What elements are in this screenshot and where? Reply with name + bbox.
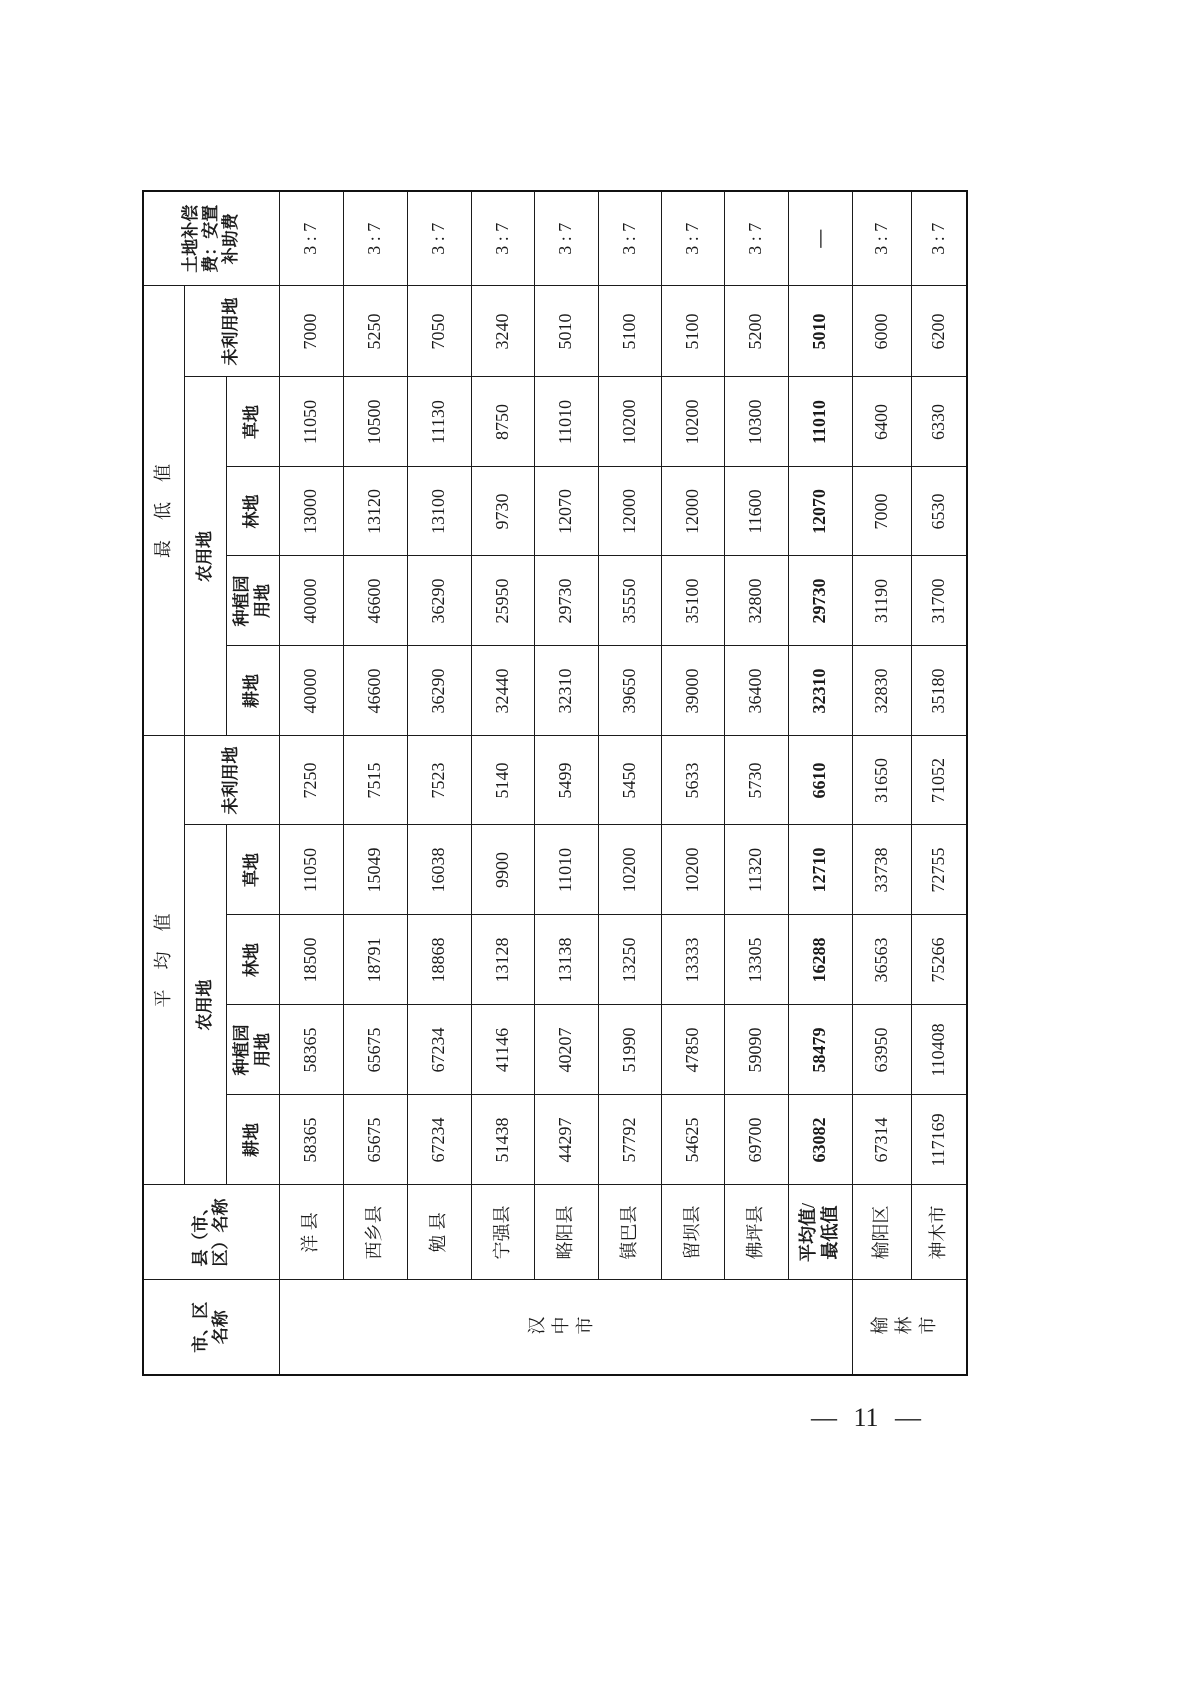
- avg-unused-value: 5730: [724, 736, 788, 825]
- avg-grassland-value: 10200: [598, 825, 661, 915]
- avg-grassland-value: 11050: [279, 825, 343, 915]
- table-row: [661, 191, 724, 1375]
- county-name: 神木市: [911, 1185, 967, 1280]
- compensation-ratio: 3 : 7: [598, 191, 661, 286]
- min-plantation-value: 31700: [911, 556, 967, 646]
- avg-unused-value: 71052: [911, 736, 967, 825]
- min-unused-value: 6000: [852, 286, 911, 377]
- min-unused-value: 5010: [788, 286, 852, 377]
- avg-unused-value: 31650: [852, 736, 911, 825]
- avg-forest-value: 13305: [724, 915, 788, 1005]
- min-plantation-value: 40000: [279, 556, 343, 646]
- avg-plantation-value: 110408: [911, 1005, 967, 1095]
- avg-plantation-value: 67234: [407, 1005, 471, 1095]
- county-name: 留坝县: [661, 1185, 724, 1280]
- table-row: [911, 191, 967, 1375]
- min-plantation-value: 35100: [661, 556, 724, 646]
- avg-unused-value: 7250: [279, 736, 343, 825]
- table-row: [852, 191, 911, 1375]
- land-compensation-table: [142, 190, 968, 1376]
- min-forest-value: 13120: [343, 467, 407, 556]
- min-cultivated-value: 46600: [343, 646, 407, 736]
- min-unused-value: 5100: [661, 286, 724, 377]
- min-grassland-value: 10200: [661, 377, 724, 467]
- compensation-ratio: 3 : 7: [661, 191, 724, 286]
- min-plantation-value: 31190: [852, 556, 911, 646]
- avg-forest-value: 13138: [534, 915, 598, 1005]
- min-grassland-value: 6330: [911, 377, 967, 467]
- min-grassland-value: 11010: [788, 377, 852, 467]
- table-row: [279, 191, 343, 1375]
- avg-forest-value: 13128: [471, 915, 534, 1005]
- summary-label: 平均值/ 最低值: [788, 1185, 852, 1280]
- min-cultivated-value: 35180: [911, 646, 967, 736]
- min-unused-value: 7000: [279, 286, 343, 377]
- avg-plantation-value: 59090: [724, 1005, 788, 1095]
- compensation-ratio: 3 : 7: [471, 191, 534, 286]
- min-cultivated-value: 32440: [471, 646, 534, 736]
- min-forest-value: 12000: [598, 467, 661, 556]
- min-cultivated-value: 40000: [279, 646, 343, 736]
- avg-cultivated-header: 耕地: [226, 1095, 279, 1185]
- compensation-ratio: 3 : 7: [724, 191, 788, 286]
- avg-grassland-value: 72755: [911, 825, 967, 915]
- minimum-header: 最低值: [143, 286, 184, 736]
- min-forest-value: 6530: [911, 467, 967, 556]
- avg-cultivated-value: 67314: [852, 1095, 911, 1185]
- min-forest-value: 7000: [852, 467, 911, 556]
- min-cultivated-header: 耕地: [226, 646, 279, 736]
- avg-unused-value: 5450: [598, 736, 661, 825]
- compensation-ratio: 3 : 7: [279, 191, 343, 286]
- avg-plantation-value: 58365: [279, 1005, 343, 1095]
- avg-cultivated-value: 54625: [661, 1095, 724, 1185]
- avg-grassland-header: 草地: [226, 825, 279, 915]
- avg-plantation-value: 63950: [852, 1005, 911, 1095]
- avg-cultivated-value: 117169: [911, 1095, 967, 1185]
- table-row: [471, 191, 534, 1375]
- min-grassland-header: 草地: [226, 377, 279, 467]
- county-name: 佛坪县: [724, 1185, 788, 1280]
- min-plantation-value: 29730: [534, 556, 598, 646]
- min-grassland-value: 11130: [407, 377, 471, 467]
- avg-cultivated-value: 69700: [724, 1095, 788, 1185]
- avg-forest-value: 13333: [661, 915, 724, 1005]
- min-unused-value: 5010: [534, 286, 598, 377]
- compensation-ratio: —: [788, 191, 852, 286]
- min-grassland-value: 8750: [471, 377, 534, 467]
- table-row: [724, 191, 788, 1375]
- avg-grassland-value: 12710: [788, 825, 852, 915]
- compensation-ratio-header: 土地补偿 费：安置 补助费: [143, 191, 279, 286]
- min-cultivated-value: 32830: [852, 646, 911, 736]
- avg-grassland-value: 11320: [724, 825, 788, 915]
- avg-grassland-value: 16038: [407, 825, 471, 915]
- min-forest-value: 13100: [407, 467, 471, 556]
- min-unused-value: 5250: [343, 286, 407, 377]
- county-name: 宁强县: [471, 1185, 534, 1280]
- min-cultivated-value: 39650: [598, 646, 661, 736]
- avg-forest-value: 18500: [279, 915, 343, 1005]
- min-forest-value: 12070: [788, 467, 852, 556]
- avg-unused-value: 5140: [471, 736, 534, 825]
- avg-cultivated-value: 65675: [343, 1095, 407, 1185]
- avg-grassland-value: 15049: [343, 825, 407, 915]
- region-cell: [852, 1280, 967, 1375]
- min-grassland-value: 11010: [534, 377, 598, 467]
- region-name: 榆林市: [870, 1316, 943, 1337]
- avg-forest-value: 18791: [343, 915, 407, 1005]
- min-plantation-header: 种植园 用地: [226, 556, 279, 646]
- average-header: 平均值: [143, 736, 184, 1185]
- avg-grassland-value: 10200: [661, 825, 724, 915]
- compensation-ratio: 3 : 7: [343, 191, 407, 286]
- min-forest-value: 11600: [724, 467, 788, 556]
- avg-cultivated-value: 58365: [279, 1095, 343, 1185]
- min-unused-land-header: 未利用地: [184, 286, 279, 377]
- avg-cultivated-value: 63082: [788, 1095, 852, 1185]
- avg-forest-header: 林地: [226, 915, 279, 1005]
- county-name: 略阳县: [534, 1185, 598, 1280]
- min-forest-value: 9730: [471, 467, 534, 556]
- region-cell: [279, 1280, 852, 1375]
- min-forest-header: 林地: [226, 467, 279, 556]
- avg-unused-value: 5633: [661, 736, 724, 825]
- min-grassland-value: 10200: [598, 377, 661, 467]
- avg-forest-value: 13250: [598, 915, 661, 1005]
- avg-plantation-value: 65675: [343, 1005, 407, 1095]
- min-plantation-value: 35550: [598, 556, 661, 646]
- avg-forest-value: 36563: [852, 915, 911, 1005]
- county-header: 县（市、 区）名称: [143, 1185, 279, 1280]
- avg-unused-value: 6610: [788, 736, 852, 825]
- min-plantation-value: 36290: [407, 556, 471, 646]
- avg-plantation-value: 40207: [534, 1005, 598, 1095]
- compensation-ratio: 3 : 7: [852, 191, 911, 286]
- min-grassland-value: 10300: [724, 377, 788, 467]
- rotated-table-container: [142, 192, 966, 1376]
- min-forest-value: 12000: [661, 467, 724, 556]
- avg-forest-value: 16288: [788, 915, 852, 1005]
- min-unused-value: 5200: [724, 286, 788, 377]
- table-row: [343, 191, 407, 1375]
- county-name: 榆阳区: [852, 1185, 911, 1280]
- summary-row: [788, 191, 852, 1375]
- min-cultivated-value: 36400: [724, 646, 788, 736]
- avg-plantation-value: 51990: [598, 1005, 661, 1095]
- min-plantation-value: 25950: [471, 556, 534, 646]
- avg-farmland-header: 农用地: [184, 825, 226, 1185]
- min-cultivated-value: 36290: [407, 646, 471, 736]
- avg-unused-value: 7523: [407, 736, 471, 825]
- min-farmland-header: 农用地: [184, 377, 226, 736]
- county-name: 镇巴县: [598, 1185, 661, 1280]
- min-grassland-value: 6400: [852, 377, 911, 467]
- min-unused-value: 6200: [911, 286, 967, 377]
- avg-plantation-value: 47850: [661, 1005, 724, 1095]
- header-row: [143, 191, 184, 1375]
- region-name: 汉中市: [526, 1316, 599, 1337]
- avg-cultivated-value: 44297: [534, 1095, 598, 1185]
- avg-cultivated-value: 51438: [471, 1095, 534, 1185]
- compensation-ratio: 3 : 7: [534, 191, 598, 286]
- min-grassland-value: 10500: [343, 377, 407, 467]
- avg-unused-value: 7515: [343, 736, 407, 825]
- avg-forest-value: 75266: [911, 915, 967, 1005]
- page-number: — 11 —: [810, 1403, 922, 1432]
- min-unused-value: 3240: [471, 286, 534, 377]
- avg-plantation-header: 种植园 用地: [226, 1005, 279, 1095]
- min-grassland-value: 11050: [279, 377, 343, 467]
- avg-grassland-value: 33738: [852, 825, 911, 915]
- min-forest-value: 13000: [279, 467, 343, 556]
- avg-cultivated-value: 67234: [407, 1095, 471, 1185]
- table-row: [534, 191, 598, 1375]
- avg-forest-value: 18868: [407, 915, 471, 1005]
- county-name: 西乡县: [343, 1185, 407, 1280]
- avg-cultivated-value: 57792: [598, 1095, 661, 1185]
- avg-plantation-value: 41146: [471, 1005, 534, 1095]
- county-name: 洋 县: [279, 1185, 343, 1280]
- avg-unused-land-header: 未利用地: [184, 736, 279, 825]
- avg-plantation-value: 58479: [788, 1005, 852, 1095]
- min-unused-value: 5100: [598, 286, 661, 377]
- min-plantation-value: 29730: [788, 556, 852, 646]
- avg-grassland-value: 9900: [471, 825, 534, 915]
- min-forest-value: 12070: [534, 467, 598, 556]
- min-cultivated-value: 39000: [661, 646, 724, 736]
- region-header: 市、区 名称: [143, 1280, 279, 1375]
- min-unused-value: 7050: [407, 286, 471, 377]
- county-name: 勉 县: [407, 1185, 471, 1280]
- compensation-ratio: 3 : 7: [911, 191, 967, 286]
- min-cultivated-value: 32310: [788, 646, 852, 736]
- min-plantation-value: 46600: [343, 556, 407, 646]
- min-plantation-value: 32800: [724, 556, 788, 646]
- table-row: [407, 191, 471, 1375]
- compensation-ratio: 3 : 7: [407, 191, 471, 286]
- min-cultivated-value: 32310: [534, 646, 598, 736]
- table-row: [598, 191, 661, 1375]
- avg-grassland-value: 11010: [534, 825, 598, 915]
- avg-unused-value: 5499: [534, 736, 598, 825]
